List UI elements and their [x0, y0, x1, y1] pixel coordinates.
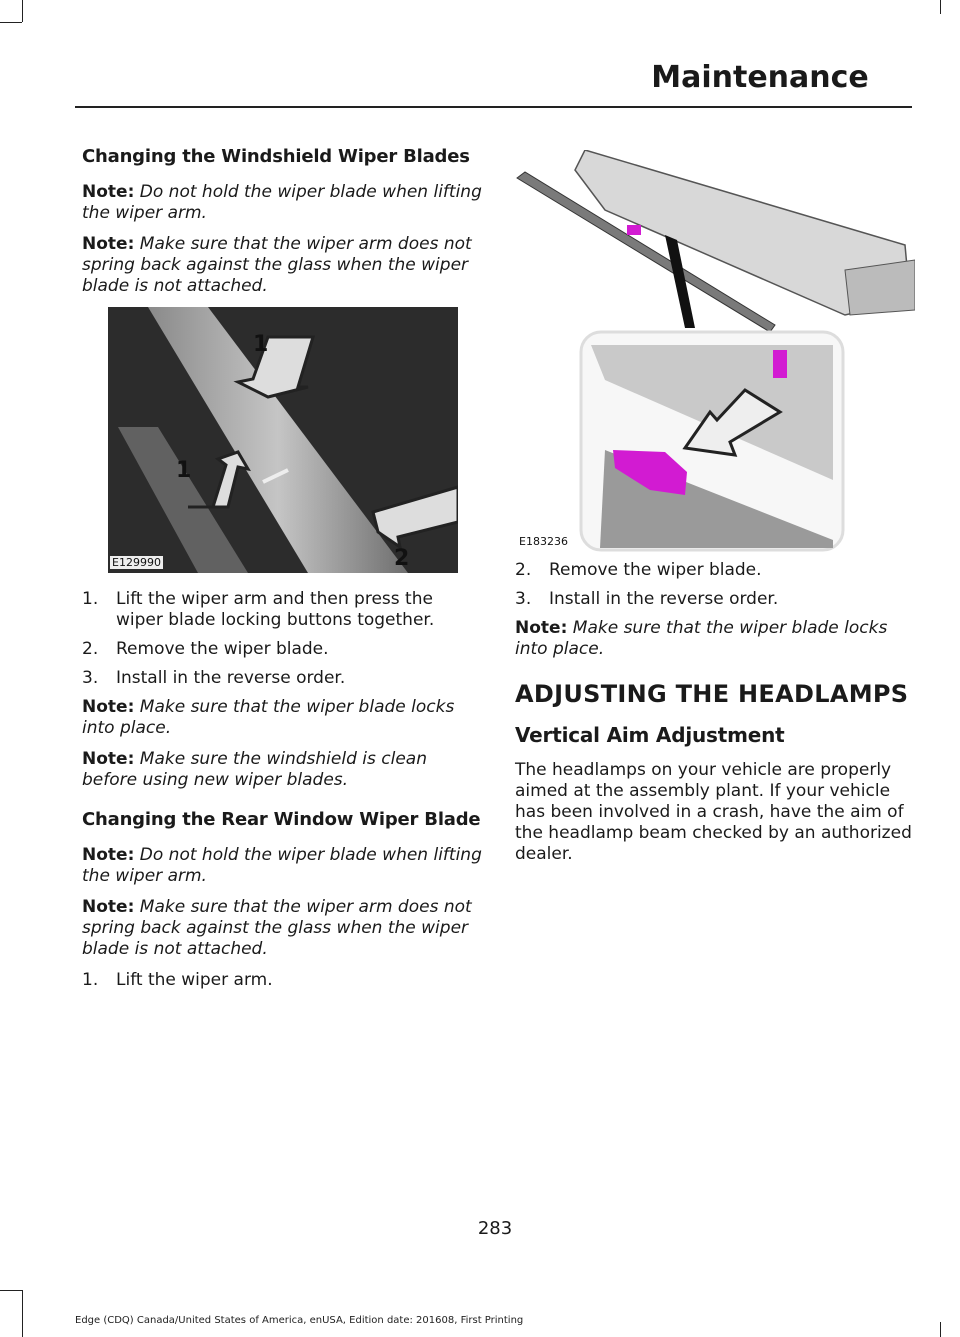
list-item [82, 589, 482, 631]
step-number: 1. [82, 970, 99, 990]
right-column [515, 560, 915, 875]
figure-code: E183236 [519, 535, 568, 548]
crop-mark [0, 22, 22, 23]
figure-code: E129990 [112, 556, 161, 569]
step-number: 2. [515, 560, 532, 580]
step-text: Remove the wiper blade. [549, 560, 762, 580]
crop-mark [0, 1290, 22, 1291]
body-paragraph: The headlamps on your vehicle are properly aimed at the assembly plant. If your vehicle has been involved in a crash, have the aim of the headlamp beam checked by an authorized dealer. [515, 760, 912, 864]
list-item [82, 970, 482, 991]
callout-label: 1 [253, 332, 269, 357]
steps-list [515, 560, 915, 610]
step-number: 2. [82, 639, 99, 659]
note [82, 897, 482, 960]
note-text: Do not hold the wiper blade when lifting the wiper arm. [82, 845, 482, 886]
note-label: Note: [82, 182, 135, 202]
page-number: 283 [477, 1218, 513, 1239]
note-label: Note: [82, 845, 135, 865]
note [515, 618, 915, 660]
note-label: Note: [82, 697, 135, 717]
subsection-title-vertical-aim: Vertical Aim Adjustment [515, 723, 785, 747]
note-text: Make sure that the wiper arm does not spring back against the glass when the wiper blade is not attached. [82, 234, 472, 296]
note-label: Note: [515, 618, 568, 638]
crop-mark [22, 0, 23, 22]
step-number: 3. [515, 589, 532, 609]
note [82, 697, 482, 739]
section-heading-headlamps: ADJUSTING THE HEADLAMPS [515, 680, 909, 708]
section-title-rear-wiper: Changing the Rear Window Wiper Blade [82, 809, 481, 830]
step-text: Lift the wiper arm. [116, 970, 273, 990]
note-text: Make sure that the wiper arm does not spring back against the glass when the wiper blade is not attached. [82, 897, 472, 959]
crop-mark [22, 1290, 23, 1337]
step-text: Install in the reverse order. [116, 668, 346, 688]
page-title: Maintenance [651, 60, 869, 95]
note [82, 845, 482, 887]
section-title-windshield: Changing the Windshield Wiper Blades [82, 146, 470, 167]
list-item [82, 639, 482, 660]
note-label: Note: [82, 234, 135, 254]
list-item [82, 668, 482, 689]
note-text: Make sure that the wiper blade locks into place. [82, 697, 455, 738]
steps-list [82, 970, 482, 991]
note-text: Make sure that the wiper blade locks into place. [515, 618, 888, 659]
note-label: Note: [82, 749, 135, 769]
edition-info: Edge (CDQ) Canada/United States of America, enUSA, Edition date: 201608, First Printing [75, 1315, 524, 1326]
step-number: 1. [82, 589, 99, 609]
step-text: Install in the reverse order. [549, 589, 779, 609]
step-number: 3. [82, 668, 99, 688]
header-divider [75, 106, 912, 108]
steps-list [82, 589, 482, 689]
list-item [515, 560, 915, 581]
callout-label: 2 [394, 546, 410, 571]
step-text: Lift the wiper arm and then press the wiper blade locking buttons together. [116, 589, 435, 630]
note [82, 234, 482, 297]
wiper-blade-drawing [108, 307, 458, 573]
crop-mark [940, 0, 941, 14]
note-text: Make sure the windshield is clean before using new wiper blades. [82, 749, 427, 790]
page-header [0, 60, 960, 95]
note [82, 749, 482, 791]
rear-wiper-illustration [515, 150, 915, 552]
left-column [82, 146, 482, 999]
callout-label: 1 [176, 458, 192, 483]
crop-mark [940, 1322, 941, 1337]
step-text: Remove the wiper blade. [116, 639, 329, 659]
note-label: Note: [82, 897, 135, 917]
wiper-blade-illustration [108, 307, 458, 573]
note [82, 182, 482, 224]
note-text: Do not hold the wiper blade when lifting the wiper arm. [82, 182, 482, 223]
list-item [515, 589, 915, 610]
rear-wiper-drawing [515, 150, 915, 552]
